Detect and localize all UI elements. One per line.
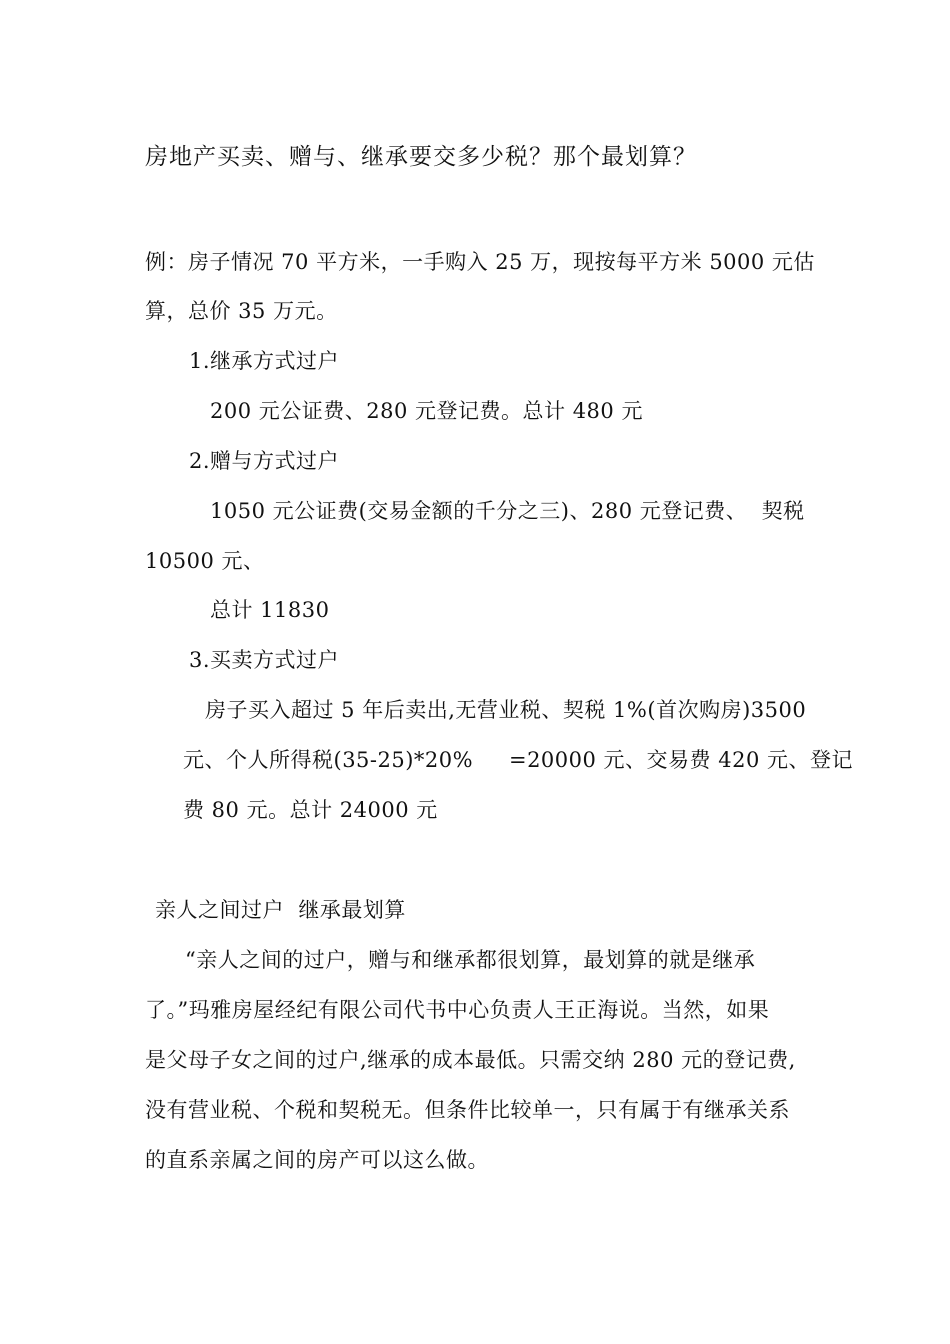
section-line: 200 元公证费、280 元登记费。总计 480 元	[210, 399, 643, 423]
section-line: 元、个人所得税(35-25)*20% =20000 元、交易费 420 元、登记	[183, 748, 853, 772]
section-heading-sale: 3.买卖方式过户	[189, 648, 340, 672]
paragraph-line: “亲人之间的过户，赠与和继承都很划算，最划算的就是继承	[185, 948, 756, 972]
section-line: 10500 元、	[145, 549, 265, 573]
paragraph-line: 的直系亲属之间的房产可以这么做。	[145, 1148, 489, 1172]
example-line-2: 算，总价 35 万元。	[145, 299, 338, 323]
section-line: 总计 11830	[210, 598, 330, 622]
paragraph-line: 了。”玛雅房屋经纪有限公司代书中心负责人王正海说。当然，如果	[145, 998, 770, 1022]
section-heading-inheritance: 1.继承方式过户	[189, 349, 340, 373]
section-line: 1050 元公证费(交易金额的千分之三)、280 元登记费、 契税	[210, 499, 805, 523]
section-heading-gift: 2.赠与方式过户	[189, 449, 340, 473]
paragraph-line: 是父母子女之间的过户,继承的成本最低。只需交纳 280 元的登记费,	[145, 1048, 796, 1072]
section-line: 房子买入超过 5 年后卖出,无营业税、契税 1%(首次购房)3500	[205, 698, 807, 722]
document-title: 房地产买卖、赠与、继承要交多少税？那个最划算？	[145, 144, 697, 170]
example-line-1: 例：房子情况 70 平方米，一手购入 25 万，现按每平方米 5000 元估	[145, 250, 815, 274]
section-line: 费 80 元。总计 24000 元	[183, 798, 438, 822]
subheading: 亲人之间过户 继承最划算	[155, 898, 406, 922]
paragraph-line: 没有营业税、个税和契税无。但条件比较单一，只有属于有继承关系	[145, 1098, 790, 1122]
